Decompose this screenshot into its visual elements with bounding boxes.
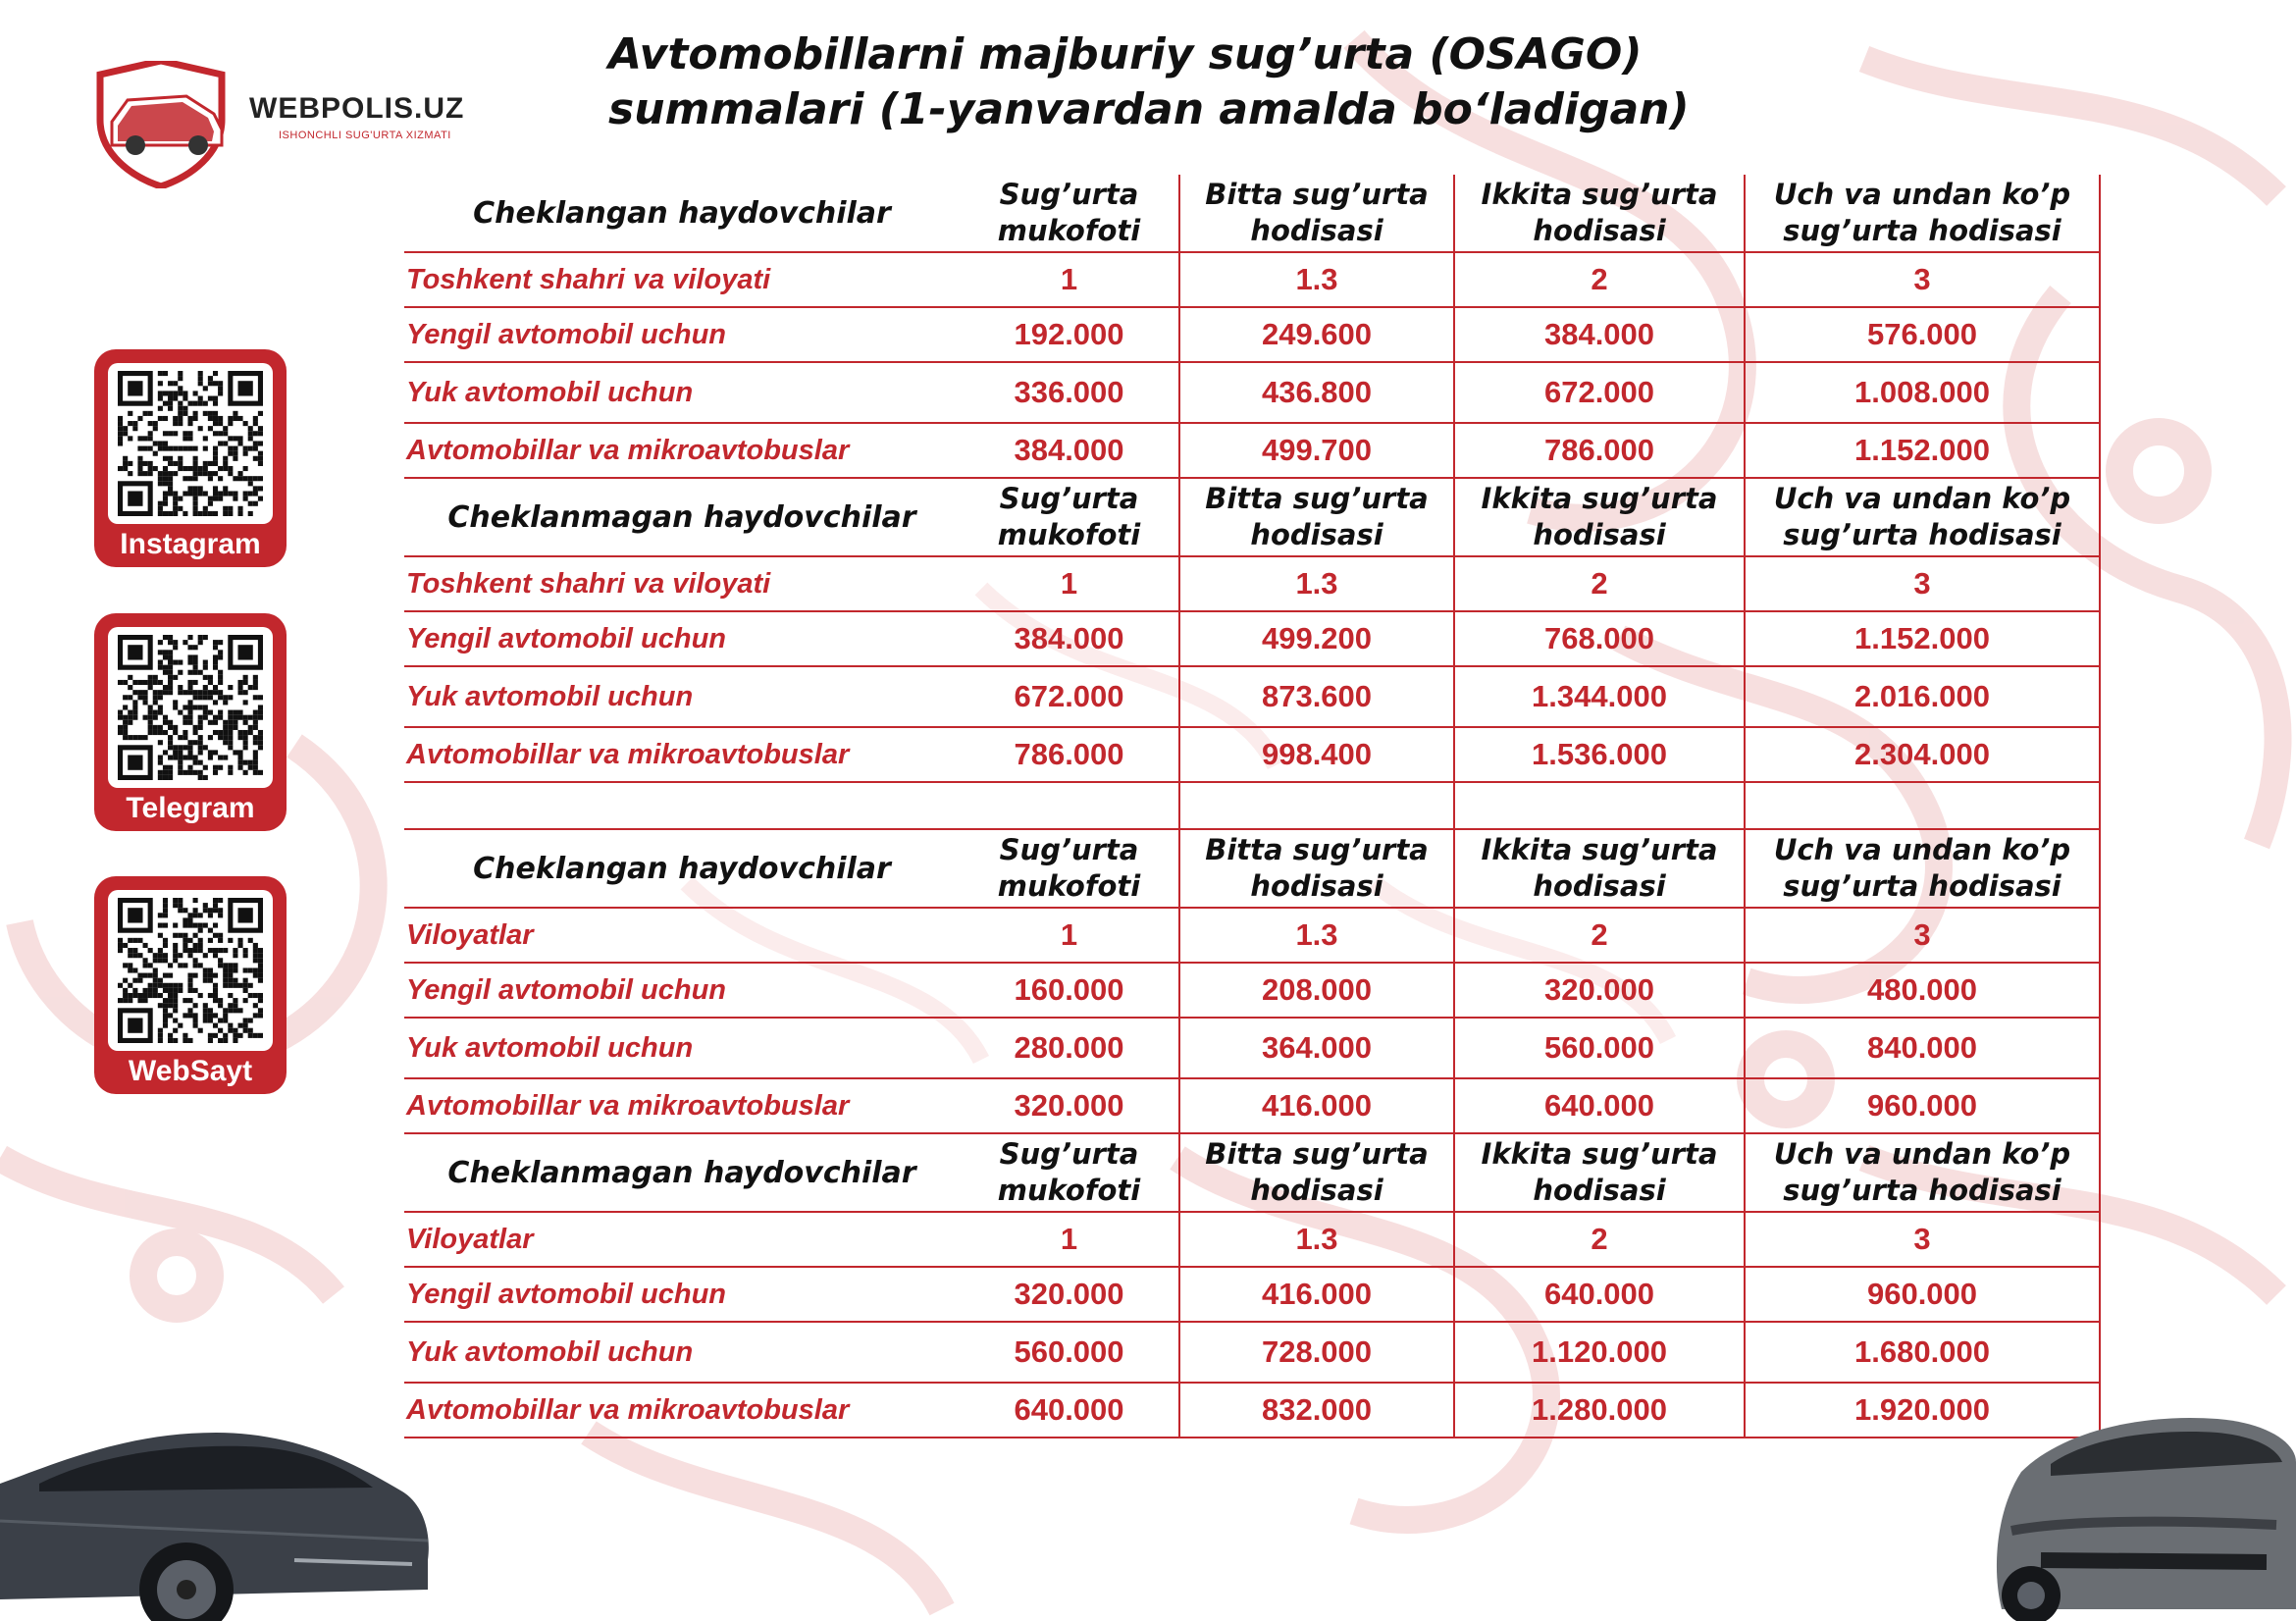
price-cell: 960.000: [1745, 1267, 2100, 1322]
price-cell: 1.680.000: [1745, 1322, 2100, 1383]
table-row: [404, 1018, 2100, 1078]
price-cell: 1.008.000: [1745, 362, 2100, 423]
price-cell: 499.700: [1179, 423, 1454, 478]
row-label: Yuk avtomobil uchun: [404, 1322, 960, 1383]
price-cell: 786.000: [1454, 423, 1745, 478]
price-cell: 1.344.000: [1454, 666, 1745, 727]
table-row: [404, 1212, 2100, 1267]
table-row: [404, 666, 2100, 727]
price-cell: 1.120.000: [1454, 1322, 1745, 1383]
qr-label-website: WebSayt: [128, 1055, 253, 1087]
row-label: Yuk avtomobil uchun: [404, 666, 960, 727]
column-header: Bitta sug’urta hodisasi: [1179, 829, 1454, 908]
price-cell: 960.000: [1745, 1078, 2100, 1133]
price-cell: 3: [1745, 1212, 2100, 1267]
table-row: [404, 963, 2100, 1018]
row-label: Yengil avtomobil uchun: [404, 307, 960, 362]
price-cell: 728.000: [1179, 1322, 1454, 1383]
page-title-line-2: summalari (1-yanvardan amalda bo‘ladigan): [608, 84, 1690, 134]
price-cell: 1: [960, 908, 1179, 963]
table-row: [404, 1383, 2100, 1438]
price-cell: 998.400: [1179, 727, 1454, 782]
row-label: Avtomobillar va mikroavtobuslar: [404, 423, 960, 478]
section-title: Cheklangan haydovchilar: [404, 829, 960, 908]
price-cell: 336.000: [960, 362, 1179, 423]
qr-code-icon: [108, 890, 273, 1051]
column-header: Sug’urta mukofoti: [960, 175, 1179, 252]
column-header: Sug’urta mukofoti: [960, 829, 1179, 908]
price-cell: 2: [1454, 1212, 1745, 1267]
price-cell: 840.000: [1745, 1018, 2100, 1078]
qr-code-icon: [108, 363, 273, 524]
price-cell: 208.000: [1179, 963, 1454, 1018]
spacer-cell: [404, 782, 960, 829]
suv-car-image: [1982, 1393, 2296, 1621]
row-label: Viloyatlar: [404, 908, 960, 963]
price-cell: 1.920.000: [1745, 1383, 2100, 1438]
qr-label-telegram: Telegram: [126, 792, 255, 824]
spacer-cell: [1454, 782, 1745, 829]
column-header: Uch va undan ko’p sug’urta hodisasi: [1745, 175, 2100, 252]
column-header: Bitta sug’urta hodisasi: [1179, 1133, 1454, 1212]
price-cell: 1: [960, 1212, 1179, 1267]
table-row: [404, 611, 2100, 666]
price-cell: 1: [960, 252, 1179, 307]
price-cell: 2.304.000: [1745, 727, 2100, 782]
price-cell: 560.000: [1454, 1018, 1745, 1078]
column-header: Uch va undan ko’p sug’urta hodisasi: [1745, 829, 2100, 908]
section-spacer: [404, 782, 2100, 829]
row-label: Yuk avtomobil uchun: [404, 362, 960, 423]
qr-card-telegram[interactable]: [94, 613, 287, 831]
row-label: Yuk avtomobil uchun: [404, 1018, 960, 1078]
table-row: [404, 556, 2100, 611]
table-row: [404, 727, 2100, 782]
price-cell: 2.016.000: [1745, 666, 2100, 727]
section-header-row: [404, 175, 2100, 252]
price-cell: 672.000: [960, 666, 1179, 727]
row-label: Avtomobillar va mikroavtobuslar: [404, 1078, 960, 1133]
brand-logo: [92, 61, 504, 188]
price-cell: 436.800: [1179, 362, 1454, 423]
price-cell: 384.000: [1454, 307, 1745, 362]
section-header-row: [404, 829, 2100, 908]
price-cell: 499.200: [1179, 611, 1454, 666]
table-row: [404, 908, 2100, 963]
price-cell: 873.600: [1179, 666, 1454, 727]
price-cell: 2: [1454, 556, 1745, 611]
price-cell: 364.000: [1179, 1018, 1454, 1078]
price-cell: 1.3: [1179, 252, 1454, 307]
column-header: Ikkita sug’urta hodisasi: [1454, 829, 1745, 908]
column-header: Ikkita sug’urta hodisasi: [1454, 478, 1745, 556]
section-title: Cheklanmagan haydovchilar: [404, 478, 960, 556]
price-cell: 249.600: [1179, 307, 1454, 362]
price-cell: 3: [1745, 908, 2100, 963]
price-cell: 192.000: [960, 307, 1179, 362]
sedan-car-image: [0, 1393, 432, 1621]
price-cell: 416.000: [1179, 1078, 1454, 1133]
price-cell: 320.000: [1454, 963, 1745, 1018]
price-cell: 1.280.000: [1454, 1383, 1745, 1438]
price-cell: 640.000: [1454, 1078, 1745, 1133]
spacer-cell: [960, 782, 1179, 829]
section-title: Cheklangan haydovchilar: [404, 175, 960, 252]
tariff-table: [404, 175, 2100, 1438]
qr-label-instagram: Instagram: [120, 528, 261, 560]
price-cell: 160.000: [960, 963, 1179, 1018]
price-cell: 480.000: [1745, 963, 2100, 1018]
price-cell: 1.152.000: [1745, 611, 2100, 666]
column-header: Uch va undan ko’p sug’urta hodisasi: [1745, 1133, 2100, 1212]
column-header: Uch va undan ko’p sug’urta hodisasi: [1745, 478, 2100, 556]
page-title-line-1: Avtomobillarni majburiy sug’urta (OSAGO): [608, 29, 1643, 79]
column-header: Sug’urta mukofoti: [960, 478, 1179, 556]
price-cell: 2: [1454, 252, 1745, 307]
price-cell: 1.536.000: [1454, 727, 1745, 782]
row-label: Yengil avtomobil uchun: [404, 1267, 960, 1322]
table-row: [404, 307, 2100, 362]
column-header: Bitta sug’urta hodisasi: [1179, 478, 1454, 556]
price-cell: 384.000: [960, 611, 1179, 666]
spacer-cell: [1745, 782, 2100, 829]
qr-card-website[interactable]: [94, 876, 287, 1094]
price-cell: 786.000: [960, 727, 1179, 782]
spacer-cell: [1179, 782, 1454, 829]
price-cell: 3: [1745, 252, 2100, 307]
price-cell: 384.000: [960, 423, 1179, 478]
table-row: [404, 1267, 2100, 1322]
section-title: Cheklanmagan haydovchilar: [404, 1133, 960, 1212]
shield-car-icon: [92, 61, 239, 188]
brand-name: WEBPOLIS.UZ: [249, 92, 465, 125]
section-header-row: [404, 1133, 2100, 1212]
row-label: Toshkent shahri va viloyati: [404, 252, 960, 307]
price-cell: 640.000: [960, 1383, 1179, 1438]
price-cell: 416.000: [1179, 1267, 1454, 1322]
table-row: [404, 362, 2100, 423]
price-cell: 832.000: [1179, 1383, 1454, 1438]
row-label: Avtomobillar va mikroavtobuslar: [404, 727, 960, 782]
section-header-row: [404, 478, 2100, 556]
price-cell: 640.000: [1454, 1267, 1745, 1322]
price-cell: 320.000: [960, 1267, 1179, 1322]
price-cell: 2: [1454, 908, 1745, 963]
price-cell: 1.3: [1179, 556, 1454, 611]
price-cell: 672.000: [1454, 362, 1745, 423]
qr-code-icon: [108, 627, 273, 788]
price-cell: 1.152.000: [1745, 423, 2100, 478]
table-row: [404, 1322, 2100, 1383]
table-row: [404, 423, 2100, 478]
price-cell: 280.000: [960, 1018, 1179, 1078]
column-header: Sug’urta mukofoti: [960, 1133, 1179, 1212]
qr-card-instagram[interactable]: [94, 349, 287, 567]
price-cell: 560.000: [960, 1322, 1179, 1383]
row-label: Toshkent shahri va viloyati: [404, 556, 960, 611]
column-header: Ikkita sug’urta hodisasi: [1454, 1133, 1745, 1212]
row-label: Yengil avtomobil uchun: [404, 611, 960, 666]
price-cell: 1.3: [1179, 908, 1454, 963]
row-label: Viloyatlar: [404, 1212, 960, 1267]
price-cell: 576.000: [1745, 307, 2100, 362]
row-label: Avtomobillar va mikroavtobuslar: [404, 1383, 960, 1438]
price-cell: 3: [1745, 556, 2100, 611]
price-cell: 768.000: [1454, 611, 1745, 666]
price-cell: 320.000: [960, 1078, 1179, 1133]
row-label: Yengil avtomobil uchun: [404, 963, 960, 1018]
brand-tagline: ISHONCHLI SUG'URTA XIZMATI: [279, 130, 451, 141]
table-row: [404, 1078, 2100, 1133]
column-header: Ikkita sug’urta hodisasi: [1454, 175, 1745, 252]
column-header: Bitta sug’urta hodisasi: [1179, 175, 1454, 252]
table-row: [404, 252, 2100, 307]
price-cell: 1: [960, 556, 1179, 611]
price-cell: 1.3: [1179, 1212, 1454, 1267]
page-title: [549, 27, 1825, 137]
